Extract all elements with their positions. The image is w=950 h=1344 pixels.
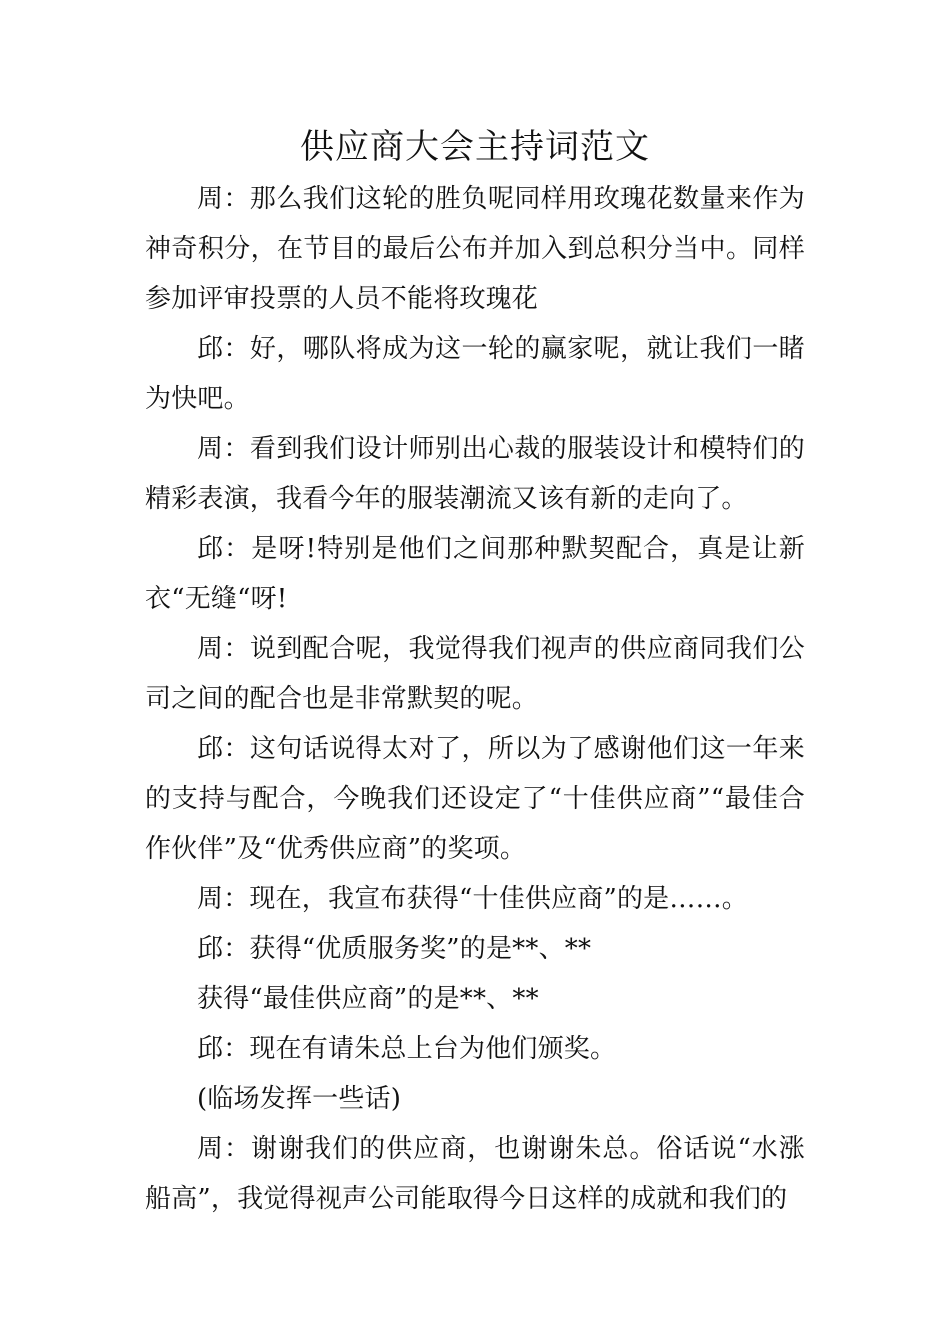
paragraph: 邱：获得“优质服务奖”的是**、** — [197, 934, 592, 964]
paragraph: 周：谢谢我们的供应商，也谢谢朱总。俗话说“水涨船高”，我觉得视声公司能取得今日这样的成就和我们的 — [145, 1134, 805, 1214]
paragraph: 周：说到配合呢，我觉得我们视声的供应商同我们公司之间的配合也是非常默契的呢。 — [145, 634, 805, 714]
paragraph: 获得“最佳供应商”的是**、** — [197, 984, 539, 1014]
paragraph: (临场发挥一些话) — [197, 1084, 402, 1114]
paragraph: 周：现在，我宣布获得“十佳供应商”的是……。 — [197, 884, 748, 914]
paragraph: 周：那么我们这轮的胜负呢同样用玫瑰花数量来作为神奇积分，在节目的最后公布并加入到总积分当中。同样参加评审投票的人员不能将玫瑰花 — [145, 184, 805, 314]
paragraph: 邱：现在有请朱总上台为他们颁奖。 — [197, 1034, 617, 1064]
paragraph: 邱：是呀!特别是他们之间那种默契配合，真是让新衣“无缝“呀! — [145, 534, 805, 614]
paragraph: 周：看到我们设计师别出心裁的服装设计和模特们的精彩表演，我看今年的服装潮流又该有新的走向了。 — [145, 434, 805, 514]
paragraph: 邱：好，哪队将成为这一轮的赢家呢，就让我们一睹为快吧。 — [145, 334, 805, 414]
document-title: 供应商大会主持词范文 — [300, 127, 650, 167]
paragraph: 邱：这句话说得太对了，所以为了感谢他们这一年来的支持与配合，今晚我们还设定了“十佳供应商”“最佳合作伙伴”及“优秀供应商”的奖项。 — [145, 734, 805, 864]
